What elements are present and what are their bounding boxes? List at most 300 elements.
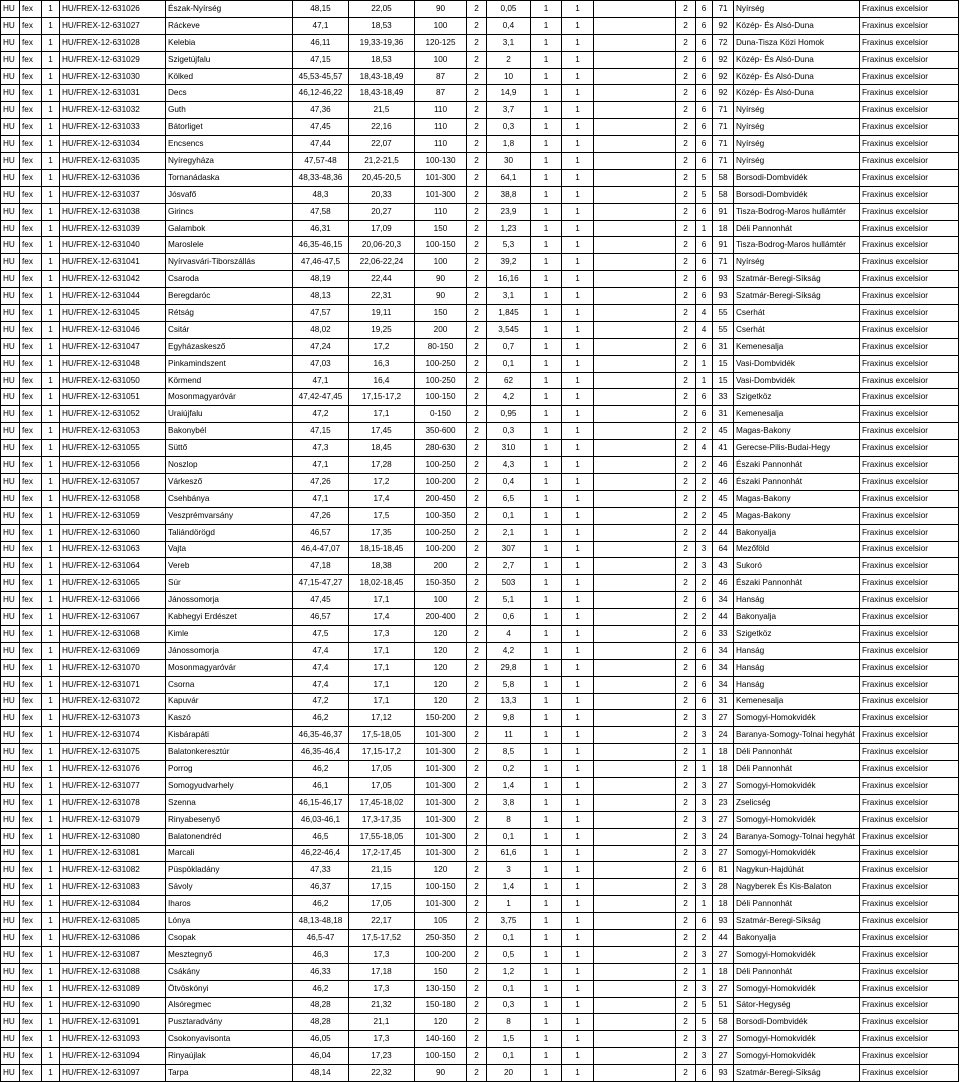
table-cell: Nyírség	[734, 254, 860, 271]
table-cell: Bakonyalja	[734, 524, 860, 541]
table-cell: 1	[42, 997, 60, 1014]
table-cell: Süttő	[166, 440, 293, 457]
table-cell: Balatonkeresztúr	[166, 744, 293, 761]
table-cell: 87	[415, 68, 467, 85]
table-cell: 200-450	[415, 490, 467, 507]
table-cell: HU	[1, 1065, 20, 1082]
table-cell: 100-150	[415, 879, 467, 896]
table-cell	[594, 710, 676, 727]
table-cell: Magas-Bakony	[734, 490, 860, 507]
table-cell	[594, 271, 676, 288]
table-cell: 1	[562, 524, 594, 541]
table-cell: 105	[415, 913, 467, 930]
table-cell	[594, 1065, 676, 1082]
table-cell: HU	[1, 727, 20, 744]
table-cell: Fraxinus excelsior	[860, 879, 959, 896]
table-cell: Fraxinus excelsior	[860, 102, 959, 119]
table-cell: 24	[713, 828, 734, 845]
table-cell: 47,15	[293, 51, 349, 68]
table-cell: HU/FREX-12-631079	[60, 811, 166, 828]
table-cell: Somogyi-Homokvidék	[734, 946, 860, 963]
table-cell: 6	[696, 288, 713, 305]
table-cell	[594, 541, 676, 558]
table-cell: 92	[713, 85, 734, 102]
table-cell: 18,15-18,45	[349, 541, 415, 558]
table-cell: 2	[467, 305, 487, 322]
table-cell: 110	[415, 119, 467, 136]
table-cell: 1	[42, 1065, 60, 1082]
table-cell: 21,32	[349, 997, 415, 1014]
table-cell: 0,5	[487, 946, 531, 963]
table-cell: 21,5	[349, 102, 415, 119]
table-cell: fex	[20, 929, 42, 946]
table-cell: Déli Pannonhát	[734, 761, 860, 778]
table-row	[1, 153, 959, 170]
table-cell: 19,33-19,36	[349, 34, 415, 51]
table-cell: 1	[562, 879, 594, 896]
table-cell: 16,4	[349, 372, 415, 389]
table-cell: 1	[562, 490, 594, 507]
table-cell: 1	[562, 811, 594, 828]
table-cell: 1	[42, 271, 60, 288]
table-cell: 1	[562, 153, 594, 170]
table-cell: Fraxinus excelsior	[860, 1031, 959, 1048]
table-row	[1, 592, 959, 609]
table-cell: 2	[467, 288, 487, 305]
table-cell: Fraxinus excelsior	[860, 203, 959, 220]
table-cell: HU	[1, 169, 20, 186]
table-cell: HU	[1, 68, 20, 85]
table-row	[1, 862, 959, 879]
table-cell: 1	[696, 220, 713, 237]
table-cell: 2	[676, 34, 696, 51]
table-cell: 92	[713, 68, 734, 85]
table-cell: 150-200	[415, 710, 467, 727]
table-cell: 1,2	[487, 963, 531, 980]
table-cell: Kölked	[166, 68, 293, 85]
table-cell: 1	[42, 288, 60, 305]
table-cell: 2	[676, 946, 696, 963]
table-cell: 503	[487, 575, 531, 592]
table-cell: HU	[1, 980, 20, 997]
table-cell: 3	[696, 845, 713, 862]
table-cell: 2	[467, 541, 487, 558]
table-cell: 1	[562, 473, 594, 490]
table-cell: Maroslele	[166, 237, 293, 254]
table-cell: 47,4	[293, 676, 349, 693]
table-cell	[594, 51, 676, 68]
table-cell: 2	[676, 490, 696, 507]
table-cell: 48,3	[293, 186, 349, 203]
table-cell: Fraxinus excelsior	[860, 575, 959, 592]
table-cell: 1	[531, 490, 562, 507]
table-cell: 2	[676, 761, 696, 778]
table-cell: 71	[713, 102, 734, 119]
table-cell: 34	[713, 676, 734, 693]
table-cell: 2	[696, 524, 713, 541]
table-cell: Fraxinus excelsior	[860, 592, 959, 609]
table-cell: 6	[696, 862, 713, 879]
table-cell: 20,33	[349, 186, 415, 203]
table-cell: fex	[20, 490, 42, 507]
table-cell: 101-300	[415, 777, 467, 794]
table-cell: 1	[531, 1031, 562, 1048]
table-cell: 1	[696, 761, 713, 778]
table-cell: 6	[696, 406, 713, 423]
table-cell: 1	[42, 153, 60, 170]
table-cell: 307	[487, 541, 531, 558]
table-cell: fex	[20, 305, 42, 322]
table-cell: Somogyi-Homokvidék	[734, 777, 860, 794]
table-cell: HU/FREX-12-631052	[60, 406, 166, 423]
table-cell: 3	[696, 1048, 713, 1065]
table-cell: HU	[1, 305, 20, 322]
table-cell: 21,1	[349, 1014, 415, 1031]
table-cell: 2	[467, 777, 487, 794]
table-cell: 45	[713, 507, 734, 524]
table-cell: HU/FREX-12-631056	[60, 457, 166, 474]
table-cell: 90	[415, 288, 467, 305]
table-cell: 20,45-20,5	[349, 169, 415, 186]
table-cell: HU/FREX-12-631058	[60, 490, 166, 507]
table-cell: 17,2	[349, 338, 415, 355]
table-cell: Fraxinus excelsior	[860, 237, 959, 254]
table-cell: 2	[676, 777, 696, 794]
table-cell: 1	[42, 440, 60, 457]
table-cell: 100	[415, 254, 467, 271]
table-cell: Borsodi-Dombvidék	[734, 186, 860, 203]
table-cell: 2	[467, 1048, 487, 1065]
table-cell: 1	[531, 85, 562, 102]
table-cell: 2	[467, 507, 487, 524]
table-cell: Vajta	[166, 541, 293, 558]
table-cell: 1	[562, 575, 594, 592]
table-cell: 1	[562, 609, 594, 626]
table-cell: 48,33-48,36	[293, 169, 349, 186]
table-cell: 1	[531, 929, 562, 946]
table-cell: 1	[42, 34, 60, 51]
table-cell: HU/FREX-12-631037	[60, 186, 166, 203]
table-cell: 3,75	[487, 913, 531, 930]
table-cell: Fraxinus excelsior	[860, 963, 959, 980]
table-cell: HU/FREX-12-631093	[60, 1031, 166, 1048]
table-cell: 5	[696, 186, 713, 203]
table-cell	[594, 119, 676, 136]
table-cell: 2	[467, 473, 487, 490]
table-cell: 1	[42, 51, 60, 68]
table-cell: 2	[467, 963, 487, 980]
table-cell: HU	[1, 389, 20, 406]
table-cell: 2	[467, 642, 487, 659]
table-cell: fex	[20, 440, 42, 457]
table-cell	[594, 659, 676, 676]
table-cell: fex	[20, 119, 42, 136]
table-cell: 6	[696, 17, 713, 34]
table-cell: 1	[42, 727, 60, 744]
table-cell: fex	[20, 34, 42, 51]
table-cell: 101-300	[415, 845, 467, 862]
table-cell: 1	[531, 321, 562, 338]
table-cell: 46,2	[293, 710, 349, 727]
table-cell: Fraxinus excelsior	[860, 17, 959, 34]
table-cell: 1	[562, 321, 594, 338]
table-cell	[594, 896, 676, 913]
table-cell: 55	[713, 321, 734, 338]
table-cell: 48,28	[293, 1014, 349, 1031]
table-cell: 101-300	[415, 169, 467, 186]
table-row	[1, 558, 959, 575]
table-cell: fex	[20, 68, 42, 85]
table-cell: 2	[676, 389, 696, 406]
table-cell: 2	[467, 321, 487, 338]
table-cell: HU	[1, 406, 20, 423]
table-cell: 46	[713, 457, 734, 474]
table-cell: 93	[713, 288, 734, 305]
table-cell: 6,5	[487, 490, 531, 507]
table-cell: 2	[676, 372, 696, 389]
table-cell: 1	[562, 693, 594, 710]
table-cell: HU/FREX-12-631027	[60, 17, 166, 34]
table-cell: fex	[20, 862, 42, 879]
table-cell: HU/FREX-12-631083	[60, 879, 166, 896]
table-cell: 1	[562, 828, 594, 845]
table-cell: Iharos	[166, 896, 293, 913]
table-cell: 110	[415, 102, 467, 119]
table-cell: Fraxinus excelsior	[860, 558, 959, 575]
table-cell: 1	[562, 237, 594, 254]
table-cell: fex	[20, 642, 42, 659]
table-cell: Kemenesalja	[734, 338, 860, 355]
table-cell: 0,7	[487, 338, 531, 355]
table-row	[1, 406, 959, 423]
table-cell: HU/FREX-12-631081	[60, 845, 166, 862]
table-cell: Nagyberek És Kis-Balaton	[734, 879, 860, 896]
table-cell: 1	[531, 997, 562, 1014]
table-cell: 17,4	[349, 609, 415, 626]
table-row	[1, 423, 959, 440]
table-cell: 17,1	[349, 676, 415, 693]
table-row	[1, 727, 959, 744]
table-cell: 17,3-17,35	[349, 811, 415, 828]
table-cell: 2	[676, 440, 696, 457]
table-cell: 2	[467, 102, 487, 119]
table-cell: Fraxinus excelsior	[860, 321, 959, 338]
table-body	[1, 1, 959, 1082]
table-cell: HU	[1, 136, 20, 153]
table-cell: 5	[696, 169, 713, 186]
table-cell: 17,2-17,45	[349, 845, 415, 862]
table-cell	[594, 828, 676, 845]
table-cell: fex	[20, 963, 42, 980]
table-cell: 2	[696, 507, 713, 524]
table-cell: 2	[467, 879, 487, 896]
table-cell: 22,44	[349, 271, 415, 288]
table-cell: Duna-Tisza Közi Homok	[734, 34, 860, 51]
table-cell: fex	[20, 946, 42, 963]
table-cell: 1	[531, 642, 562, 659]
table-cell: 1	[562, 929, 594, 946]
table-cell: 17,5	[349, 507, 415, 524]
table-row	[1, 490, 959, 507]
table-cell: 34	[713, 642, 734, 659]
table-cell: 2	[676, 811, 696, 828]
table-cell: 1	[562, 389, 594, 406]
table-cell: 1	[42, 321, 60, 338]
table-cell: Tarpa	[166, 1065, 293, 1082]
table-cell: 6	[696, 254, 713, 271]
table-cell: 0,3	[487, 997, 531, 1014]
table-cell: 87	[415, 85, 467, 102]
table-cell: 2	[467, 575, 487, 592]
table-cell: 6	[696, 625, 713, 642]
table-cell: 23	[713, 794, 734, 811]
table-cell: HU	[1, 642, 20, 659]
table-cell	[594, 727, 676, 744]
table-cell: 2	[467, 761, 487, 778]
table-cell: 2	[467, 1, 487, 18]
table-cell	[594, 153, 676, 170]
table-cell: 1	[696, 963, 713, 980]
table-cell: 9,8	[487, 710, 531, 727]
table-cell: 1	[531, 727, 562, 744]
table-row	[1, 845, 959, 862]
table-cell: Jósvafő	[166, 186, 293, 203]
table-cell: 200-400	[415, 609, 467, 626]
table-cell: HU	[1, 896, 20, 913]
table-row	[1, 1031, 959, 1048]
table-cell: 1	[562, 710, 594, 727]
table-cell: HU	[1, 929, 20, 946]
table-cell: 1	[562, 203, 594, 220]
table-cell: 18,02-18,45	[349, 575, 415, 592]
table-cell: 2	[676, 1065, 696, 1082]
table-cell: 1	[42, 305, 60, 322]
table-cell: 2	[467, 997, 487, 1014]
table-cell: 2	[676, 558, 696, 575]
table-cell: Északi Pannonhát	[734, 457, 860, 474]
table-cell: 120	[415, 693, 467, 710]
table-cell: 47,5	[293, 625, 349, 642]
table-cell: 45	[713, 423, 734, 440]
table-row	[1, 440, 959, 457]
table-cell: 6	[696, 203, 713, 220]
table-cell: 1	[562, 676, 594, 693]
table-cell: 6	[696, 34, 713, 51]
table-cell: 47,44	[293, 136, 349, 153]
table-cell: Sátor-Hegység	[734, 997, 860, 1014]
table-cell: 19,11	[349, 305, 415, 322]
table-cell: Ráckeve	[166, 17, 293, 34]
table-cell: 2	[676, 473, 696, 490]
table-row	[1, 271, 959, 288]
table-row	[1, 17, 959, 34]
table-cell: fex	[20, 879, 42, 896]
table-row	[1, 254, 959, 271]
table-cell: 2	[467, 1031, 487, 1048]
table-cell	[594, 1031, 676, 1048]
table-cell: 0-150	[415, 406, 467, 423]
table-cell: Püspökladány	[166, 862, 293, 879]
table-cell	[594, 609, 676, 626]
table-cell: Jánossomorja	[166, 592, 293, 609]
table-cell: fex	[20, 237, 42, 254]
table-cell: 81	[713, 862, 734, 879]
table-cell: 1,4	[487, 879, 531, 896]
table-row	[1, 288, 959, 305]
table-cell: 27	[713, 710, 734, 727]
table-cell: HU/FREX-12-631064	[60, 558, 166, 575]
table-cell: 1	[42, 625, 60, 642]
table-cell: 2	[467, 355, 487, 372]
table-cell	[594, 1048, 676, 1065]
table-cell: 47,1	[293, 17, 349, 34]
table-cell: 2	[676, 169, 696, 186]
table-cell: Fraxinus excelsior	[860, 440, 959, 457]
table-row	[1, 828, 959, 845]
table-row	[1, 305, 959, 322]
table-cell: 0,4	[487, 473, 531, 490]
table-cell: 1	[42, 1031, 60, 1048]
table-cell: 1	[42, 1014, 60, 1031]
table-cell: 46,33	[293, 963, 349, 980]
table-cell: 2	[467, 896, 487, 913]
table-cell: 6	[696, 68, 713, 85]
table-cell: 1	[562, 744, 594, 761]
table-cell: 1	[562, 980, 594, 997]
table-cell: 46,57	[293, 524, 349, 541]
table-cell: Bakonybél	[166, 423, 293, 440]
table-cell: 2	[676, 524, 696, 541]
table-cell	[594, 254, 676, 271]
table-cell: HU	[1, 423, 20, 440]
table-cell: fex	[20, 507, 42, 524]
table-cell: 17,4	[349, 490, 415, 507]
table-cell: 1	[562, 119, 594, 136]
table-cell: 62	[487, 372, 531, 389]
table-cell: 1	[562, 355, 594, 372]
table-cell: 58	[713, 186, 734, 203]
table-cell: 3	[696, 1031, 713, 1048]
table-cell: 2	[467, 34, 487, 51]
table-cell: 2	[676, 457, 696, 474]
table-cell: 15	[713, 372, 734, 389]
table-cell: Pinkamindszent	[166, 355, 293, 372]
table-cell: 6	[696, 136, 713, 153]
table-cell: Szatmár-Beregi-Síkság	[734, 271, 860, 288]
table-cell: 2	[467, 237, 487, 254]
table-cell: HU	[1, 288, 20, 305]
table-cell: Kimle	[166, 625, 293, 642]
table-cell: 47,26	[293, 507, 349, 524]
table-cell: Fraxinus excelsior	[860, 744, 959, 761]
table-cell: 2	[467, 625, 487, 642]
table-cell: 17,05	[349, 777, 415, 794]
table-cell: 46,2	[293, 896, 349, 913]
table-cell: Tisza-Bodrog-Maros hullámtér	[734, 203, 860, 220]
table-cell: Közép- És Alsó-Duna	[734, 68, 860, 85]
table-cell: 1	[42, 1, 60, 18]
table-cell: 1	[531, 1014, 562, 1031]
table-cell: 1	[531, 1048, 562, 1065]
table-row	[1, 744, 959, 761]
table-row	[1, 136, 959, 153]
table-cell: HU/FREX-12-631065	[60, 575, 166, 592]
table-cell: 2	[467, 727, 487, 744]
table-cell: 71	[713, 153, 734, 170]
table-cell: 2	[696, 609, 713, 626]
table-cell: HU/FREX-12-631038	[60, 203, 166, 220]
table-cell: HU	[1, 355, 20, 372]
